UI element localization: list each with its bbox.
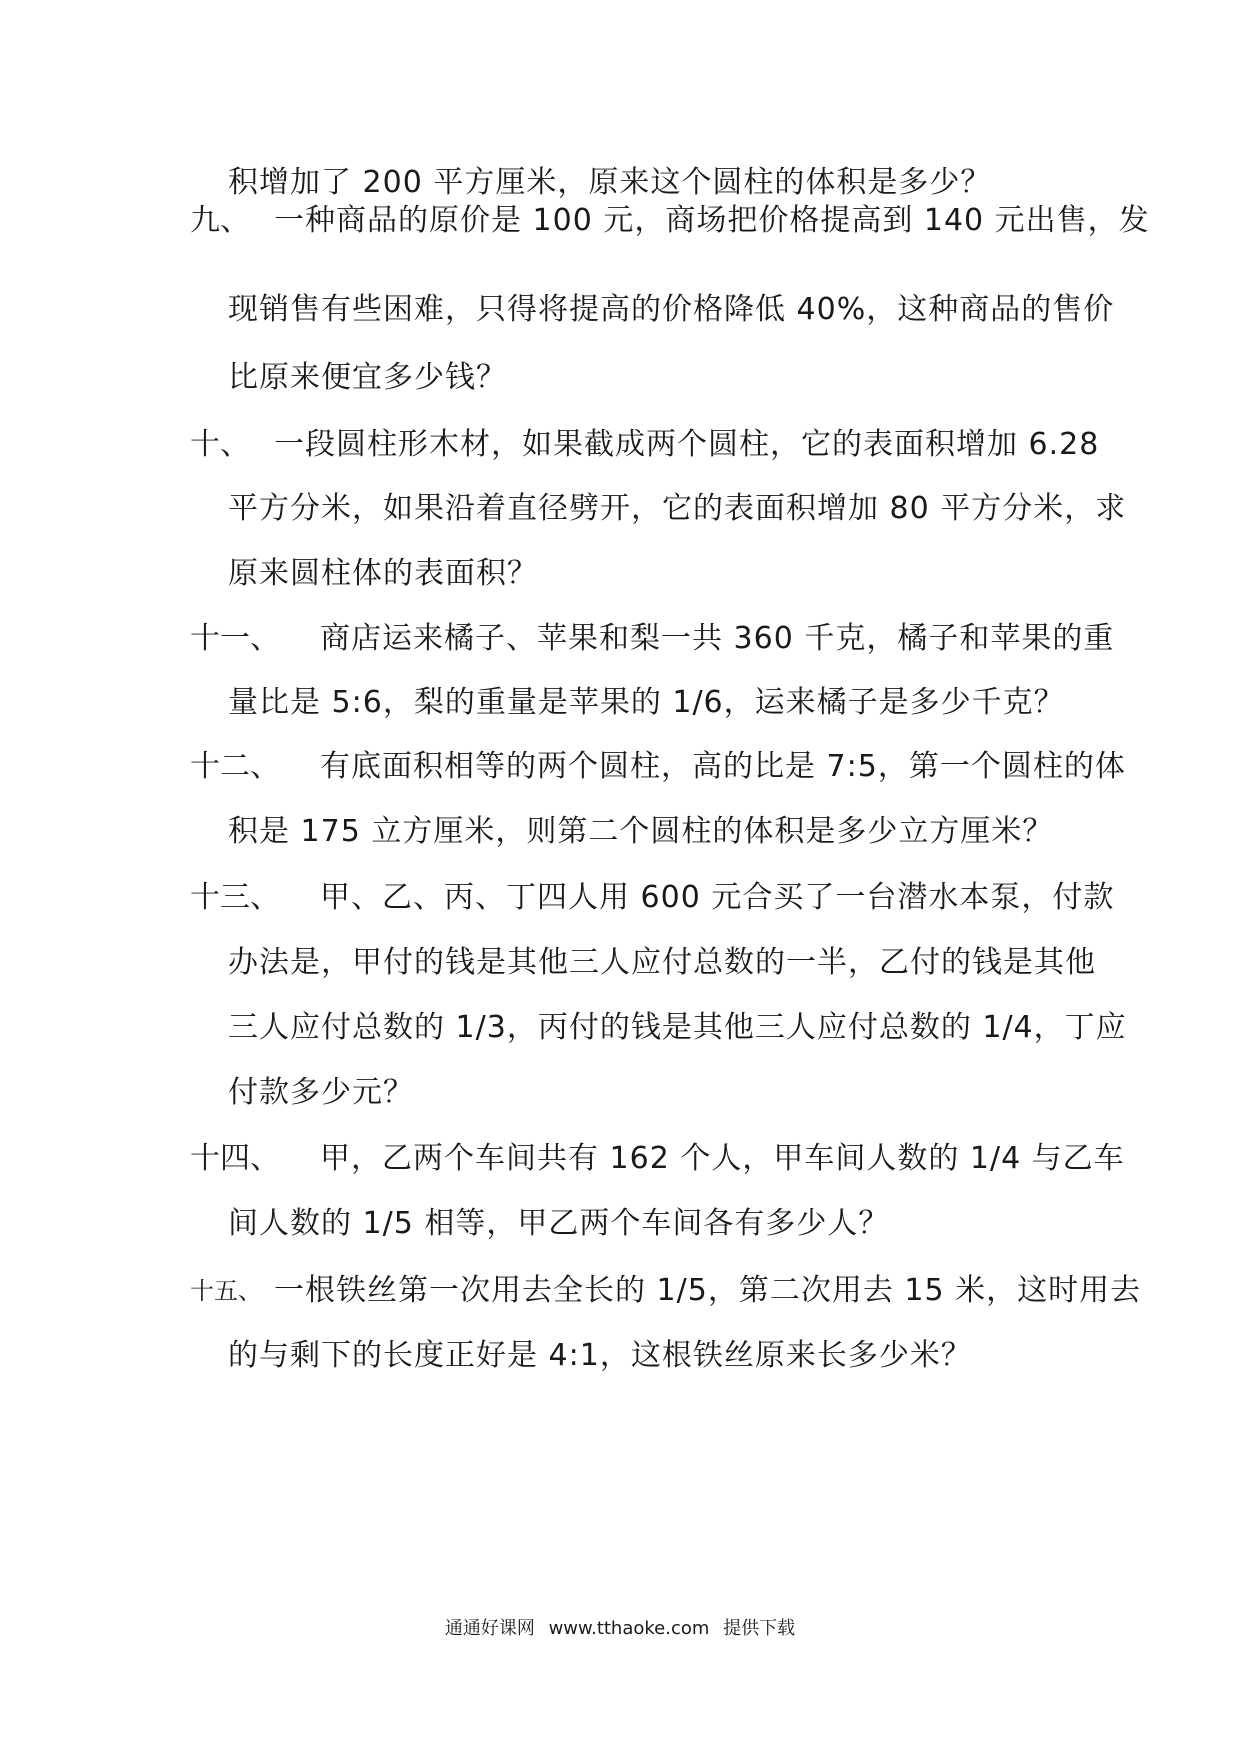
problem-13-number: 十三、 [190, 880, 280, 915]
problem-10-line-3: 原来圆柱体的表面积？ [228, 556, 538, 591]
problem-10-line-2: 平方分米，如果沿着直径劈开，它的表面积增加 80 平方分米，求 [228, 491, 1127, 526]
problem-9-line-1: 一种商品的原价是 100 元，商场把价格提高到 140 元出售，发 [274, 203, 1150, 238]
problem-9-line-3: 比原来便宜多少钱？ [228, 360, 507, 395]
continuation-line: 积增加了 200 平方厘米，原来这个圆柱的体积是多少？ [228, 165, 992, 200]
problem-9-number: 九、 [190, 203, 250, 238]
problem-12-number: 十二、 [190, 749, 280, 784]
problem-12-line-1: 有底面积相等的两个圆柱，高的比是 7:5，第一个圆柱的体 [320, 749, 1126, 784]
problem-15-line-1: 一根铁丝第一次用去全长的 1/5，第二次用去 15 米，这时用去 [274, 1273, 1142, 1308]
page-footer [0, 1614, 1240, 1644]
problem-10-line-1: 一段圆柱形木材，如果截成两个圆柱，它的表面积增加 6.28 [274, 427, 1100, 462]
problem-13-line-2: 办法是，甲付的钱是其他三人应付总数的一半，乙付的钱是其他 [228, 945, 1096, 980]
problem-11-line-1: 商店运来橘子、苹果和梨一共 360 千克，橘子和苹果的重 [320, 621, 1115, 656]
problem-11-number: 十一、 [190, 621, 280, 656]
problem-14-line-2: 间人数的 1/5 相等，甲乙两个车间各有多少人？ [228, 1206, 890, 1241]
problem-13-line-3: 三人应付总数的 1/3，丙付的钱是其他三人应付总数的 1/4，丁应 [228, 1010, 1127, 1045]
problem-14-line-1: 甲，乙两个车间共有 162 个人，甲车间人数的 1/4 与乙车 [320, 1141, 1125, 1176]
problem-15-line-2: 的与剩下的长度正好是 4:1，这根铁丝原来长多少米？ [228, 1338, 972, 1373]
problem-13-line-1: 甲、乙、丙、丁四人用 600 元合买了一台潜水本泵，付款 [320, 880, 1115, 915]
footer-site-name: 通通好课网 [444, 1618, 535, 1639]
problem-11-line-2: 量比是 5:6，梨的重量是苹果的 1/6，运来橘子是多少千克？ [228, 685, 1065, 720]
problem-15-number: 十五、 [190, 1277, 262, 1305]
problem-13-line-4: 付款多少元？ [228, 1075, 414, 1110]
problem-9-line-2: 现销售有些困难，只得将提高的价格降低 40%，这种商品的售价 [228, 292, 1115, 327]
problem-14-number: 十四、 [190, 1141, 280, 1176]
problem-10-number: 十、 [190, 427, 250, 462]
problem-12-line-2: 积是 175 立方厘米，则第二个圆柱的体积是多少立方厘米？ [228, 814, 1054, 849]
footer-download-text: 提供下载 [723, 1618, 796, 1639]
footer-url-link[interactable]: www.tthaoke.com [548, 1618, 710, 1639]
